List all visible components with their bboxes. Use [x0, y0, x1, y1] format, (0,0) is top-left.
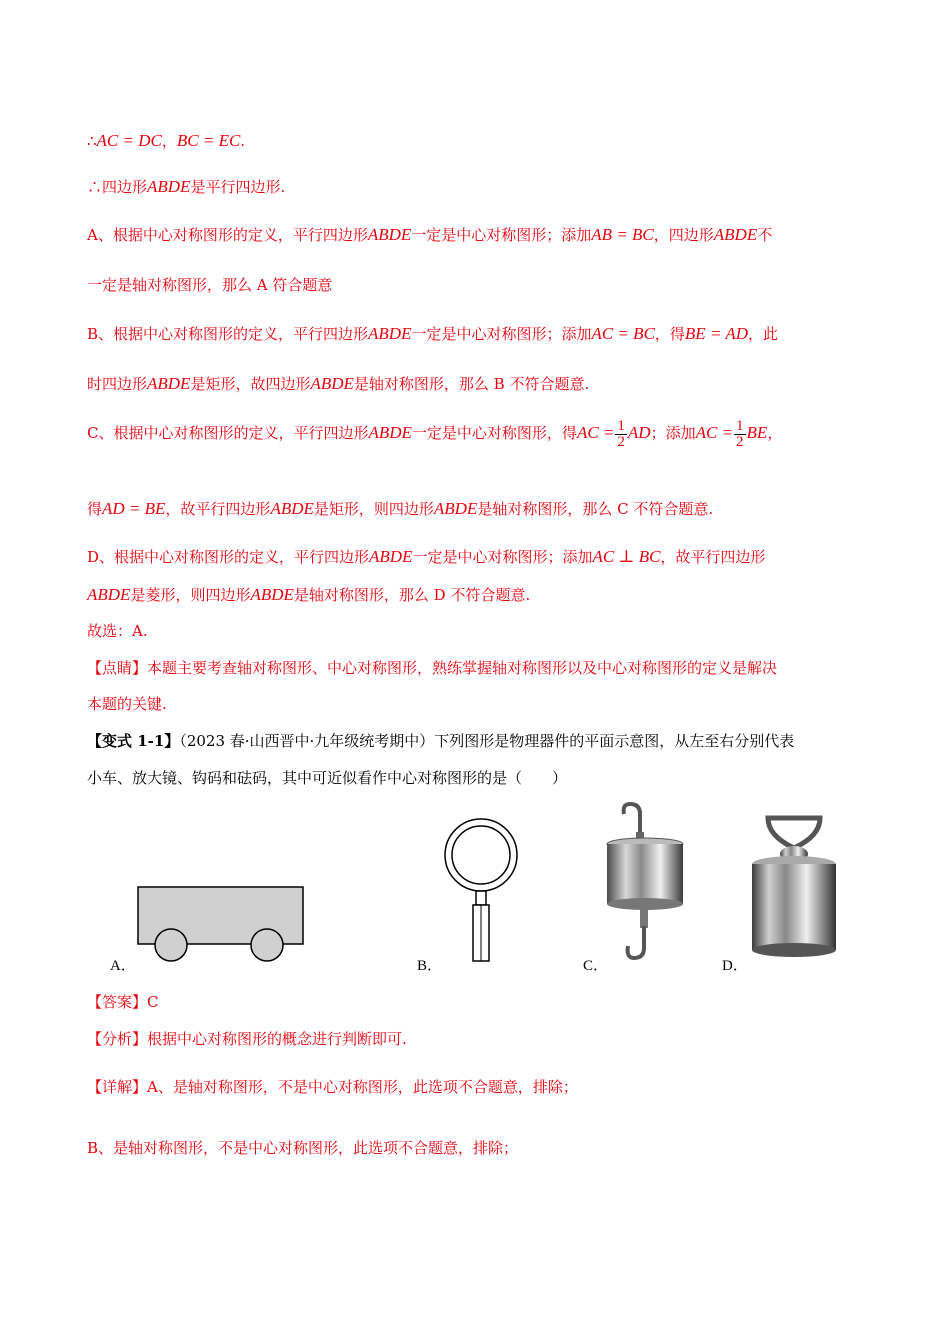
option-d-explanation — [87, 547, 765, 567]
fraction — [615, 419, 627, 450]
answer-tag: 【答案】 — [87, 993, 148, 1011]
fraction — [734, 419, 746, 450]
option-b-explanation-cont — [87, 374, 589, 394]
proof-line-2 — [87, 177, 285, 197]
cart-wheel-right — [251, 929, 283, 961]
math-expr: AC = BC — [591, 324, 655, 343]
math-expr: ABDE — [270, 499, 314, 518]
magnifier-neck — [476, 891, 486, 905]
detail-line-a — [87, 1077, 578, 1097]
weight-handle — [768, 818, 820, 848]
magnifier-figure — [443, 817, 523, 967]
option-a-label: A． — [110, 958, 136, 974]
math-expr: ABDE — [147, 374, 191, 393]
option-c-label: C． — [583, 958, 609, 974]
text: 是轴对称图形，那么 C 不符合题意. — [477, 500, 714, 518]
text: 一定是中心对称图形；添加 — [411, 325, 592, 343]
text: 是平行四边形. — [190, 178, 286, 196]
option-c-explanation-cont — [87, 499, 713, 519]
text: B、根据中心对称图形的定义，平行四边形 — [87, 325, 369, 343]
variant-question-line-2: 小车、放大镜、钩码和砝码，其中可近似看作中心对称图形的是（ ） — [87, 769, 568, 787]
option-b-label: B． — [417, 958, 443, 974]
text: 一定是中心对称图形；添加 — [411, 226, 592, 244]
math-expr: BE — [746, 423, 768, 442]
math-expr: ABDE — [369, 547, 413, 566]
bottom-stem — [640, 908, 648, 928]
text: 时四边形 — [87, 375, 148, 393]
text: ；添加 — [650, 424, 696, 442]
text: ，故平行四边形 — [660, 548, 766, 566]
text: 一定是中心对称图形，得 — [411, 424, 577, 442]
proof-line-1 — [87, 131, 245, 151]
bottom-hook — [628, 926, 644, 958]
text: 一定是中心对称图形；添加 — [412, 548, 593, 566]
math-expr: ABDE — [368, 324, 412, 343]
math-expr: AD — [627, 423, 651, 442]
math-expr: ABDE — [87, 585, 131, 604]
text: D、根据中心对称图形的定义，平行四边形 — [87, 548, 370, 566]
math-expr: ABDE — [250, 585, 294, 604]
math-expr: ABDE — [367, 225, 412, 244]
text: A、是轴对称图形，不是中心对称图形，此选项不合题意，排除； — [147, 1078, 578, 1096]
cart-figure — [135, 885, 305, 965]
math-expr: ABDE — [433, 499, 478, 518]
option-d-label: D． — [722, 958, 748, 974]
math-expr: BC = EC — [176, 131, 241, 150]
text: ，得 — [654, 325, 685, 343]
math-expr: AC ⊥ BC — [592, 547, 661, 566]
final-choice: 故选：A. — [87, 622, 148, 640]
separator: ， — [161, 132, 177, 150]
math-expr: AD = BE — [102, 499, 166, 518]
weight-figure — [750, 812, 840, 962]
option-c-explanation — [87, 413, 782, 453]
fraction-denominator: 2 — [617, 433, 625, 450]
fraction-denominator: 2 — [736, 433, 744, 450]
fraction-numerator: 1 — [736, 417, 744, 434]
comment-line-1: 【点睛】本题主要考查轴对称图形、中心对称图形，熟练掌握轴对称图形以及中心对称图形的定义是解决 — [87, 659, 778, 677]
detail-tag: 【详解】 — [87, 1078, 148, 1096]
top-hook — [624, 804, 640, 836]
text: ， — [767, 424, 783, 442]
text: 得 — [87, 500, 103, 518]
text: ，四边形 — [653, 226, 714, 244]
fraction-numerator: 1 — [617, 417, 625, 434]
math-expr: ABDE — [310, 374, 354, 393]
math-expr: ABDE — [713, 225, 758, 244]
variant-tag: 【变式 1-1】 — [87, 732, 180, 750]
weight-base — [752, 943, 836, 957]
text: 是矩形，故四边形 — [190, 375, 311, 393]
text: A、根据中心对称图形的定义，平行四边形 — [87, 226, 368, 244]
hook-weight-figure — [600, 800, 700, 960]
therefore-symbol: ∴ — [87, 132, 97, 150]
text: （2023 春·山西晋中·九年级统考期中）下列图形是物理器件的平面示意图，从左至右分别代表 — [179, 732, 795, 750]
answer-value: C — [147, 993, 159, 1011]
analysis-tag: 【分析】 — [87, 1030, 148, 1048]
math-expr: AC = DC — [96, 131, 162, 150]
text: 是矩形，则四边形 — [313, 500, 434, 518]
text: ∴四边形 — [87, 178, 148, 196]
text: 是轴对称图形，那么 B 不符合题意. — [353, 375, 590, 393]
answer-line — [87, 992, 159, 1012]
weight-cylinder — [752, 864, 836, 950]
option-a-explanation-cont: 一定是轴对称图形，那么 A 符合题意 — [87, 276, 333, 294]
math-expr: AB = BC — [591, 225, 654, 244]
text: 是菱形，则四边形 — [130, 586, 251, 604]
text: 根据中心对称图形的概念进行判断即可. — [147, 1030, 407, 1048]
math-expr: AC = — [695, 423, 734, 442]
option-a-explanation — [87, 225, 772, 245]
magnifier-lens — [452, 826, 510, 884]
text: 不 — [757, 226, 773, 244]
math-expr: ABDE — [147, 177, 191, 196]
text: 是轴对称图形，那么 D 不符合题意. — [293, 586, 531, 604]
math-expr: ABDE — [368, 423, 412, 442]
math-expr: AC = — [576, 423, 615, 442]
text: ，故平行四边形 — [165, 500, 271, 518]
text: ，此 — [748, 325, 779, 343]
text: C、根据中心对称图形的定义，平行四边形 — [87, 424, 369, 442]
cart-wheel-left — [155, 929, 187, 961]
option-b-explanation — [87, 324, 778, 344]
variant-question-line-1 — [87, 731, 794, 751]
weight-body — [607, 844, 683, 904]
period: . — [240, 132, 246, 150]
analysis-line — [87, 1029, 407, 1049]
option-d-explanation-cont — [87, 585, 530, 605]
detail-line-b: B、是轴对称图形，不是中心对称图形，此选项不合题意，排除； — [87, 1139, 519, 1157]
math-expr: BE = AD — [684, 324, 749, 343]
comment-line-2: 本题的关键. — [87, 695, 167, 713]
